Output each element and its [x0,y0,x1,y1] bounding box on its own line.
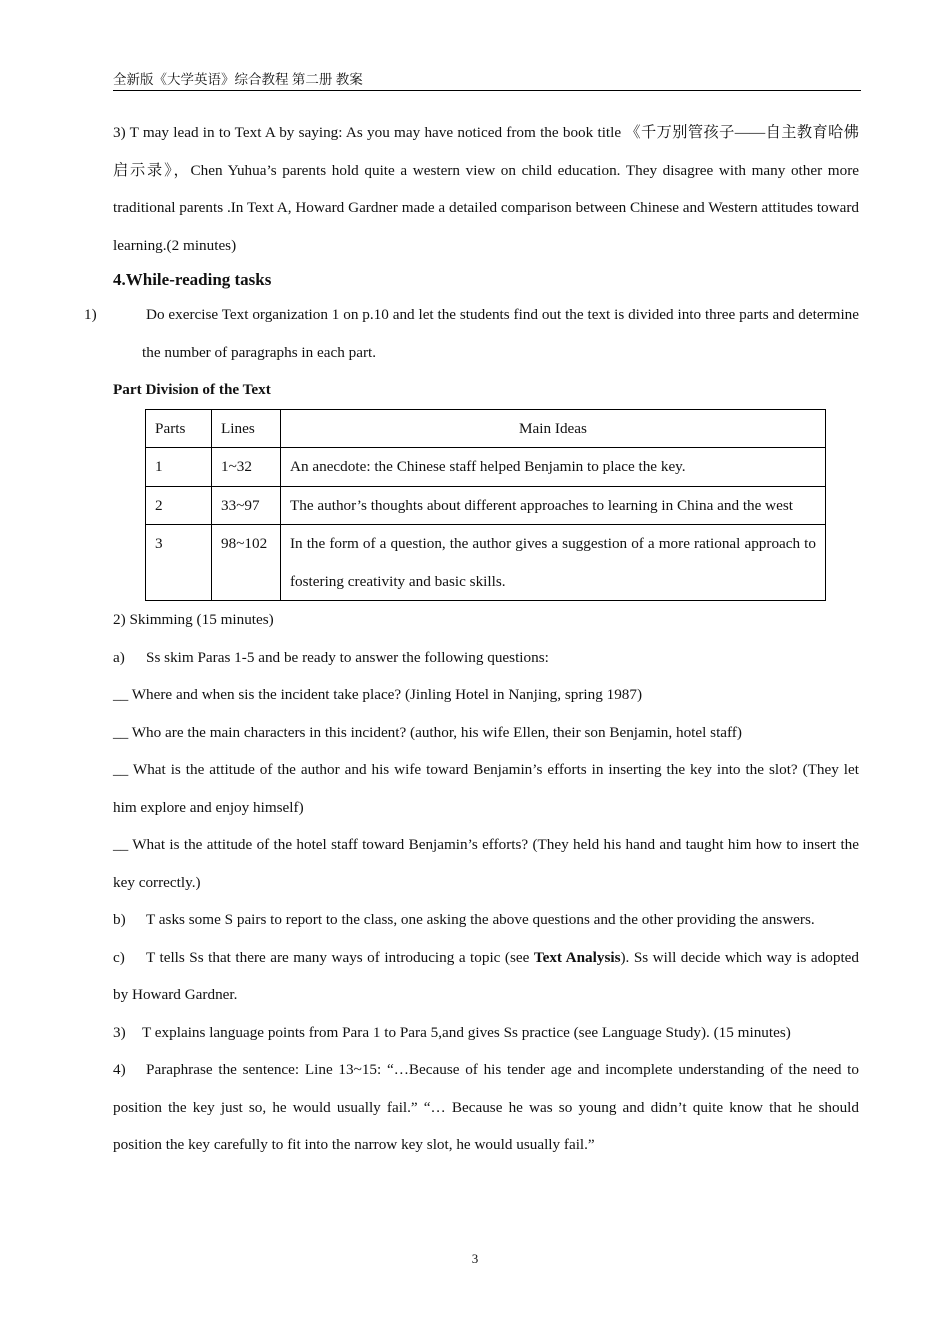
question-line: __ What is the attitude of the author and his wife toward Benjamin’s efforts in inserting the key into the slot? (They let him explore and enjoy himself) [113,761,859,816]
task-4-label: 4) [113,1061,126,1078]
table-cell-idea: An anecdote: the Chinese staff helped Benjamin to place the key. [281,448,826,487]
item-b-label: b) [113,911,126,928]
section-heading: 4.While-reading tasks [113,270,272,289]
table-row [146,525,826,601]
document-body [84,114,859,1164]
task-1-text: Do exercise Text organization 1 on p.10 and let the students find out the text is divided into three parts and determine the number of paragraphs in each part. [142,306,859,361]
table-header-cell: Parts [146,409,212,448]
question-line: __ Where and when sis the incident take place? (Jinling Hotel in Nanjing, spring 1987) [113,686,643,703]
table-header-row [146,409,826,448]
page-number: 3 [471,1251,479,1266]
task-4-paragraph [113,1051,859,1164]
table-cell-part: 2 [146,486,212,525]
table-cell-lines: 98~102 [212,525,281,601]
header-title: 全新版《大学英语》综合教程 第二册 教案 [113,72,363,87]
table-row [146,486,826,525]
skimming-item-b [113,901,859,939]
table-row [146,448,826,487]
item-b-text: T asks some S pairs to report to the class, one asking the above questions and the other providing the answers. [146,911,815,928]
task-1-number: 1) [84,306,97,323]
table-cell-part: 3 [146,525,212,601]
table-caption: Part Division of the Text [113,381,271,398]
item-c-text-before: T tells Ss that there are many ways of introducing a topic (see [146,948,534,966]
task-4-text: Paraphrase the sentence: Line 13~15: “…Because of his tender age and incomplete understanding of the need to position the key just so, he would usually fail.” “… Because he was so young and didn’t quite know that he should position the key carefully to fit into the narrow key slot, he would usually fail.” [113,1061,859,1153]
skimming-item-a [113,639,859,677]
table-header-cell: Main Ideas [281,409,826,448]
question-line: __ Who are the main characters in this incident? (author, his wife Ellen, their son Benjamin, hotel staff) [113,723,742,741]
page-header [113,68,861,91]
item-c-text-bold: Text Analysis [533,948,621,966]
task-1-paragraph [84,296,859,371]
part-division-table [145,409,826,602]
item-c-text-after: ). Ss will decide which way is adopted by Howard Gardner. [113,948,859,1003]
skimming-item-c [113,939,859,1014]
table-cell-idea: In the form of a question, the author gives a suggestion of a more rational approach to fostering creativity and basic skills. [281,525,826,601]
item-a-text: Ss skim Paras 1-5 and be ready to answer the following questions: [146,648,549,666]
table-cell-lines: 33~97 [212,486,281,525]
task-3-label: 3) [113,1023,126,1041]
item-c-label: c) [113,948,125,966]
table-cell-idea: The author’s thoughts about different approaches to learning in China and the west [281,486,826,525]
task-3-paragraph [113,1014,859,1052]
intro-paragraph: 3) T may lead in to Text A by saying: As you may have noticed from the book title 《千万别管孩子——自主教育哈佛启示录》，Chen Yuhua’s parents hold quite a western view on child education. They disagree with many other more traditional parents .In Text A, Howard Gardner made a detailed comparison between Chinese and Western attitudes toward learning.(2 minutes) [113,124,859,254]
task-3-text: T explains language points from Para 1 to Para 5,and gives Ss practice (see Language Study). (15 minutes) [142,1023,791,1041]
table-cell-lines: 1~32 [212,448,281,487]
item-a-label: a) [113,648,125,666]
table-cell-part: 1 [146,448,212,487]
skimming-title: 2) Skimming (15 minutes) [113,611,274,628]
table-header-cell: Lines [212,409,281,448]
question-line: __ What is the attitude of the hotel staff toward Benjamin’s efforts? (They held his hand and taught him how to insert the key correctly.) [113,836,859,891]
